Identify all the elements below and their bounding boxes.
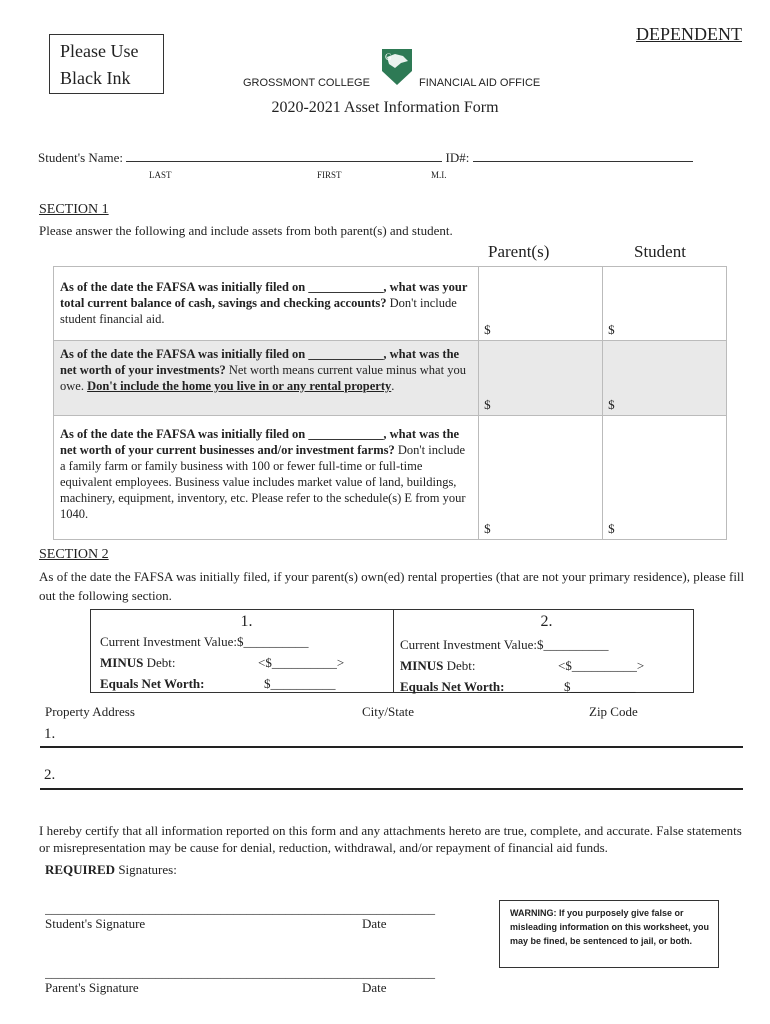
property-2-number: 2. xyxy=(540,613,553,630)
debt-label: Debt: xyxy=(443,658,476,673)
dollar-sign: $ xyxy=(608,521,615,536)
ink-notice-line2: Black Ink xyxy=(60,68,131,88)
property-1-number: 1. xyxy=(240,613,253,630)
student-investments-field[interactable] xyxy=(603,341,727,416)
dollar-sign: $ xyxy=(484,322,491,337)
property-2-current-value[interactable]: Current Investment Value:$__________ xyxy=(400,637,609,652)
required-signatures-label xyxy=(45,862,177,878)
parent-investments-field[interactable] xyxy=(479,341,603,416)
student-businesses-field[interactable] xyxy=(603,416,727,540)
city-state-header: City/State xyxy=(362,704,414,719)
student-name-field[interactable] xyxy=(126,151,442,162)
property-2-net-row xyxy=(400,676,693,697)
property-1-net-field[interactable]: $__________ xyxy=(264,676,336,691)
equals-label: Equals Net Worth: xyxy=(400,679,505,694)
question-cash xyxy=(54,267,479,341)
question-investments-note: Net worth means current value minus what you owe. xyxy=(60,363,466,393)
address-line-2[interactable] xyxy=(40,788,743,790)
section2-intro: As of the date the FAFSA was initially filed, if your parent(s) own(ed) rental properties (that are not your primary residence), please fill out the following section. xyxy=(39,569,745,603)
property-1-debt-row xyxy=(100,652,393,673)
certification-statement: I hereby certify that all information reported on this form and any attachments hereto are true, complete, and accurate. False statements or misrepresentation may be cause for denial, reduction, withdrawal, and/or repayment of financial aid funds. xyxy=(39,823,742,855)
question-businesses-note: Don't include a family farm or family business with 100 or fewer full-time or full-time equivalent employees. Business value includes market value of land, buildings, machinery, equipment, inventory, etc. Please refer to the schedule(s) E from your 1040. xyxy=(60,443,466,521)
office-name: FINANCIAL AID OFFICE xyxy=(419,77,541,89)
question-businesses xyxy=(54,416,479,540)
ink-notice-line1: Please Use xyxy=(60,41,139,61)
dollar-sign: $ xyxy=(484,521,491,536)
property-2-debt-field[interactable]: <$__________> xyxy=(558,658,645,673)
section1-heading: SECTION 1 xyxy=(39,202,109,217)
dollar-sign: $ xyxy=(608,397,615,412)
student-name-label: Student's Name: xyxy=(38,150,124,165)
question-businesses-bold: As of the date the FAFSA was initially filed on ____________, what was the net worth of your current businesses and/or investment farms? xyxy=(60,427,460,457)
dependent-label: DEPENDENT xyxy=(636,24,742,44)
parent-date-label: Date xyxy=(362,980,387,995)
student-name-row xyxy=(38,150,693,166)
minus-label: MINUS xyxy=(100,655,144,670)
address-row-2-number: 2. xyxy=(44,767,56,783)
student-id-label: ID#: xyxy=(445,150,470,165)
last-name-caption: LAST xyxy=(149,170,172,180)
property-2-block xyxy=(393,610,693,692)
question-row-businesses xyxy=(54,416,727,540)
property-address-header: Property Address xyxy=(45,704,135,719)
dollar-sign: $ xyxy=(608,322,615,337)
black-ink-notice xyxy=(49,34,164,94)
college-logo xyxy=(381,48,413,86)
question-row-cash xyxy=(54,267,727,341)
minus-label: MINUS xyxy=(400,658,444,673)
zip-code-header: Zip Code xyxy=(589,704,638,719)
student-cash-field[interactable] xyxy=(603,267,727,341)
college-name: GROSSMONT COLLEGE xyxy=(243,77,370,89)
parent-signature-label: Parent's Signature xyxy=(45,980,139,995)
student-date-label: Date xyxy=(362,916,387,931)
parent-column-header: Parent(s) xyxy=(488,242,550,261)
warning-box: WARNING: If you purposely give false or misleading information on this worksheet, you may be fined, be sentenced to jail, or both. xyxy=(499,900,719,968)
student-signature-label: Student's Signature xyxy=(45,916,146,931)
property-1-debt-field[interactable]: <$__________> xyxy=(258,655,345,670)
question-investments-exclusion: Don't include the home you live in or any rental property xyxy=(87,379,392,393)
address-line-1[interactable] xyxy=(40,746,743,748)
equals-label: Equals Net Worth: xyxy=(100,676,205,691)
parent-cash-field[interactable] xyxy=(479,267,603,341)
logo-letter: G xyxy=(385,52,392,62)
middle-initial-caption: M.I. xyxy=(431,170,447,180)
property-2-debt-row xyxy=(400,655,693,676)
asset-questions-table xyxy=(53,266,727,540)
required-bold: REQUIRED xyxy=(45,862,116,877)
required-rest: Signatures: xyxy=(115,862,177,877)
student-signature-line[interactable]: ____________________________________________________________ xyxy=(45,901,435,916)
property-1-block xyxy=(91,610,393,692)
section1-intro: Please answer the following and include assets from both parent(s) and student. xyxy=(39,223,453,238)
property-1-current-value[interactable]: Current Investment Value:$__________ xyxy=(100,634,309,649)
question-investments-bold: As of the date the FAFSA was initially filed on ____________, what was the net worth of your investments? xyxy=(60,347,460,377)
question-investments xyxy=(54,341,479,416)
debt-label: Debt: xyxy=(143,655,176,670)
form-title: 2020-2021 Asset Information Form xyxy=(271,99,499,116)
question-row-investments xyxy=(54,341,727,416)
question-investments-period: . xyxy=(391,379,395,393)
property-1-net-row xyxy=(100,673,393,694)
property-2-net-field[interactable]: $__________ xyxy=(564,679,636,694)
dollar-sign: $ xyxy=(484,397,491,412)
section2-heading: SECTION 2 xyxy=(39,547,109,562)
student-id-field[interactable] xyxy=(473,151,693,162)
first-name-caption: FIRST xyxy=(317,170,342,180)
question-cash-bold: As of the date the FAFSA was initially filed on ____________, what was your total current balance of cash, savings and checking accounts? xyxy=(60,280,468,310)
rental-properties-box xyxy=(90,609,694,693)
parent-signature-line[interactable]: ____________________________________________________________ xyxy=(45,965,435,980)
logo-shield-point xyxy=(382,71,412,85)
question-cash-note: Don't include student financial aid. xyxy=(60,296,457,326)
parent-businesses-field[interactable] xyxy=(479,416,603,540)
address-row-1-number: 1. xyxy=(44,726,56,742)
student-column-header: Student xyxy=(634,242,686,261)
